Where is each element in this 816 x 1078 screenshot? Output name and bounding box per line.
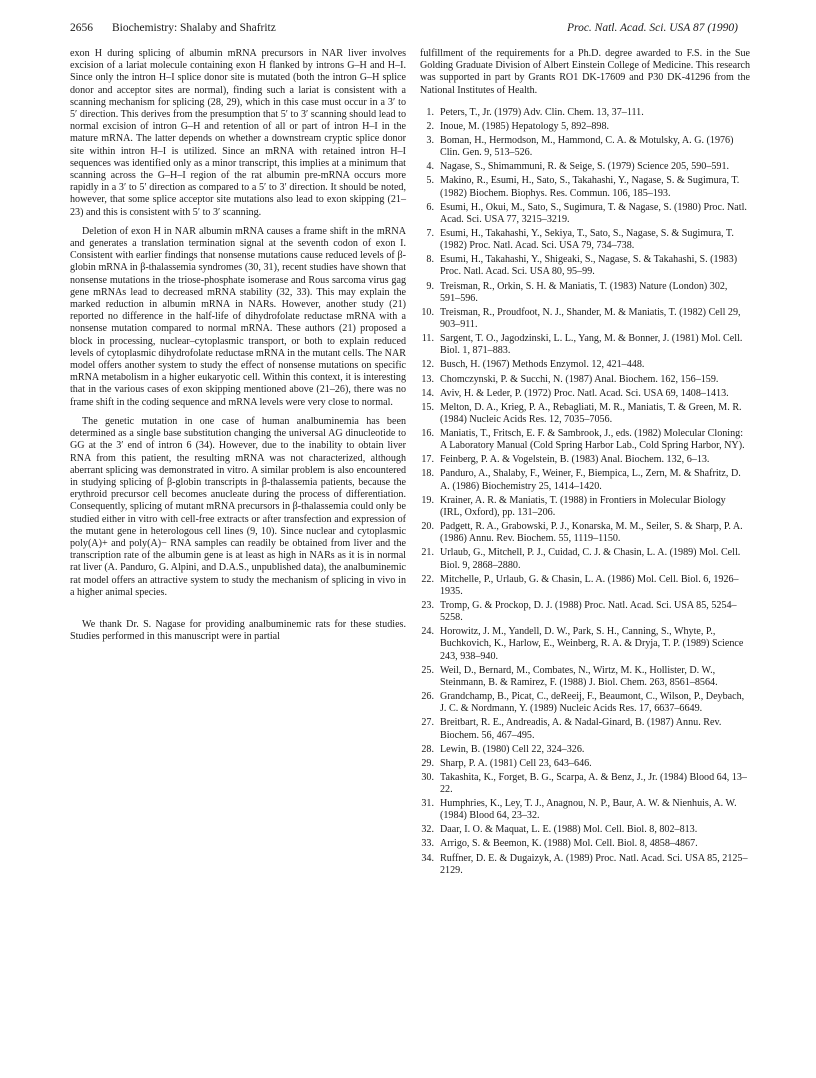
reference-item [420,333,750,357]
reference-item [420,175,750,199]
reference-number: 2. [426,120,434,132]
reference-text: Weil, D., Bernard, M., Combates, N., Wirtz, M. K., Hollister, D. W., Steinmann, B. & Ramirez, F. (1988) J. Biol. Chem. 263, 8561–8564. [440,664,718,688]
reference-item [420,744,750,756]
reference-text: Breitbart, R. E., Andreadis, A. & Nadal-Ginard, B. (1987) Annu. Rev. Biochem. 56, 467–495. [440,717,722,741]
reference-text: Humphries, K., Ley, T. J., Anagnou, N. P., Baur, A. W. & Nienhuis, A. W. (1984) Blood 64, 23–32. [440,798,737,822]
reference-number: 15. [421,401,434,413]
reference-text: Panduro, A., Shalaby, F., Weiner, F., Biempica, L., Zern, M. & Shafritz, D. A. (1986) Biochemistry 25, 1414–1420. [440,468,741,492]
reference-text: Maniatis, T., Fritsch, E. F. & Sambrook, J., eds. (1982) Molecular Cloning: A Laboratory Manual (Cold Spring Harbor Lab., Cold Spring Harbor, NY). [440,428,745,452]
reference-item [420,665,750,689]
reference-item [420,359,750,371]
reference-text: Mitchelle, P., Urlaub, G. & Chasin, L. A. (1986) Mol. Cell. Biol. 6, 1926–1935. [440,573,739,597]
body-paragraph: Deletion of exon H in NAR albumin mRNA causes a frame shift in the mRNA and generates a translation termination signal at the seventh codon of exon I. Consistent with earlier findings that nonsense mutations cause reduced levels of β-globin mRNA in β-thalassemia syndromes (30, 31), recent studies have shown that nonsense mutations in the triose-phosphate isomerase and Rous sarcoma virus gag gene mRNAs lead to decreased mRNA stability (32, 33). This may explain the marked reduction in albumin mRNA in NARs. However, another study (21) reported no difference in the half-life of dihydrofolate reductase mRNA with a nonsense mutation compared to normal mRNA. These authors (21) proposed a block in processing, nuclear–cytoplasmic transport, or both to explain reduced levels of cytoplasmic dihydrofolate reductase mRNA in the mutant cells. The NAR model offers another system to study the effect of nonsense mutations on specific mRNA metabolism in a higher eukaryotic cell. Within this context, it is interesting that in the various cases of exon skipping mentioned above (21–26), there was no frame shift in the coding sequence and mRNA levels were very close to normal. [70,225,406,408]
reference-text: Aviv, H. & Leder, P. (1972) Proc. Natl. Acad. Sci. USA 69, 1408–1413. [440,387,729,399]
reference-number: 5. [426,175,434,187]
reference-number: 27. [421,717,434,729]
reference-number: 32. [421,824,434,836]
reference-number: 10. [421,306,434,318]
reference-number: 3. [426,135,434,146]
reference-item [420,758,750,770]
reference-text: Busch, H. (1967) Methods Enzymol. 12, 421–448. [440,359,645,371]
body-paragraph: The genetic mutation in one case of human analbuminemia has been determined as a single base substitution changing the universal AG dinucleotide to GG at the 3′ end of intron 6 (34). However, due to the inability to obtain liver RNA from this patient, the resulting mRNA was not characterized, although aberrant splicing was demonstrated in vitro. A similar problem is also encountered in studying splicing of β-globin transcripts in β-thalassemia patients, because the erythroid precursor cell becomes anucleate during the process of differentiation. Consequently, splicing of mutant mRNA precursors in β-thalassemia could only be studied either in vitro with cell-free extracts or after transfection and expression of the mutant gene in heterologous cell lines (9, 10). Since nuclear and cytoplasmic poly(A)+ and poly(A)− RNA samples can readily be obtained from liver and the transcription rate of the albumin gene is at least as high in NARs as it is in normal rat liver (A. Panduro, G. Alpini, and D.A.S., unpublished data), the analbuminemic rat model offers an attractive system to study the mechanism of splicing in vivo in a higher animal species. [70,415,406,598]
reference-item [420,824,750,836]
reference-number: 6. [426,201,434,213]
reference-text: Peters, T., Jr. (1979) Adv. Clin. Chem. 13, 37–111. [440,106,644,118]
reference-item [420,626,750,663]
reference-text: Melton, D. A., Krieg, P. A., Rebagliati, M. R., Maniatis, T. & Green, M. R. (1984) Nucleic Acids Res. 12, 7035–7056. [440,401,742,425]
reference-text: Urlaub, G., Mitchell, P. J., Cuidad, C. J. & Chasin, L. A. (1989) Mol. Cell. Biol. 9, 2868–2880. [440,547,741,571]
reference-number: 28. [421,743,434,755]
reference-number: 31. [421,798,434,810]
acknowledgment: We thank Dr. S. Nagase for providing analbuminemic rats for these studies. Studies performed in this manuscript were in partial [70,618,406,643]
reference-number: 26. [421,691,434,703]
reference-number: 9. [426,280,434,292]
reference-text: Tromp, G. & Prockop, D. J. (1988) Proc. Natl. Acad. Sci. USA 85, 5254–5258. [440,599,737,624]
reference-item [420,717,750,741]
reference-text: Takashita, K., Forget, B. G., Scarpa, A. & Benz, J., Jr. (1984) Blood 64, 13–22. [440,771,747,795]
reference-text: Daar, I. O. & Maquat, L. E. (1988) Mol. Cell. Biol. 8, 802–813. [440,824,698,836]
reference-item [420,838,750,850]
reference-text: Nagase, S., Shimammuni, R. & Seige, S. (1979) Science 205, 590–591. [440,161,730,173]
reference-text: Esumi, H., Takahashi, Y., Sekiya, T., Sato, S., Nagase, S. & Sugimura, T. (1982) Proc. Natl. Acad. Sci. USA 79, 734–738. [440,227,734,252]
reference-item [420,161,750,173]
reference-item [420,521,750,545]
reference-text: Ruffner, D. E. & Dugaizyk, A. (1989) Proc. Natl. Acad. Sci. USA 85, 2125–2129. [440,852,748,876]
reference-number: 22. [421,573,434,585]
running-header [70,22,738,38]
reference-text: Krainer, A. R. & Maniatis, T. (1988) in Frontiers in Molecular Biology (IRL, Oxford), pp. 131–206. [440,494,726,518]
reference-number: 21. [421,547,434,559]
reference-text: Boman, H., Hermodson, M., Hammond, C. A. & Motulsky, A. G. (1976) Clin. Gen. 9, 513–526. [440,135,734,159]
reference-item [420,495,750,519]
reference-item [420,202,750,226]
reference-number: 4. [426,161,434,173]
reference-item [420,798,750,822]
reference-text: Horowitz, J. M., Yandell, D. W., Park, S. H., Canning, S., Whyte, P., Buchkovich, K., Harlow, E., Weinberg, R. A. & Dryja, T. P. (1989) Science 243, 938–940. [440,626,744,662]
reference-number: 18. [421,468,434,480]
reference-text: Treisman, R., Orkin, S. H. & Maniatis, T. (1983) Nature (London) 302, 591–596. [440,280,728,304]
right-column [420,48,750,879]
reference-item [420,772,750,796]
reference-item [420,853,750,877]
reference-text: Inoue, M. (1985) Hepatology 5, 892–898. [440,120,610,132]
reference-number: 25. [421,664,434,676]
reference-number: 24. [421,626,434,638]
reference-item [420,574,750,598]
reference-text: Padgett, R. A., Grabowski, P. J., Konarska, M. M., Seiler, S. & Sharp, P. A. (1986) Annu. Rev. Biochem. 55, 1119–1150. [440,521,743,545]
reference-text: Makino, R., Esumi, H., Sato, S., Takahashi, Y., Nagase, S. & Sugimura, T. (1982) Biochem. Biophys. Res. Commun. 106, 185–193. [440,175,740,199]
reference-number: 1. [426,106,434,118]
reference-item [420,281,750,305]
reference-number: 11. [421,333,434,345]
reference-item [420,468,750,492]
reference-item [420,691,750,715]
reference-item [420,374,750,386]
reference-item [420,307,750,331]
reference-item [420,107,750,119]
reference-number: 16. [421,428,434,440]
reference-item [420,135,750,159]
reference-number: 30. [421,771,434,783]
reference-item [420,402,750,426]
reference-text: Arrigo, S. & Beemon, K. (1988) Mol. Cell. Biol. 8, 4858–4867. [440,838,698,850]
reference-number: 19. [421,494,434,506]
funding-statement: fulfillment of the requirements for a Ph.D. degree awarded to F.S. in the Sue Golding Graduate Division of Albert Einstein College of Medicine. This research was supported in part by Grants RO1 DK-17609 and P30 DK-41296 from the National Institutes of Health. [420,48,750,96]
reference-text: Esumi, H., Takahashi, Y., Shigeaki, S., Nagase, S. & Takahashi, S. (1983) Proc. Natl. Acad. Sci. USA 80, 95–99. [440,254,738,278]
journal-reference: Proc. Natl. Acad. Sci. USA 87 (1990) [567,22,738,34]
reference-list [420,107,750,877]
page-number: 2656 [70,22,93,34]
reference-number: 33. [421,838,434,850]
reference-number: 7. [426,227,434,239]
reference-number: 14. [421,387,434,399]
reference-text: Lewin, B. (1980) Cell 22, 324–326. [440,743,585,755]
reference-number: 23. [421,599,434,611]
journal-section: Biochemistry: Shalaby and Shafritz [112,22,276,34]
reference-item [420,547,750,571]
reference-item [420,121,750,133]
reference-number: 29. [421,757,434,769]
body-paragraph: exon H during splicing of albumin mRNA precursors in NAR liver involves excision of a lariat molecule containing exon H flanked by introns G–H and H–I. Since only the intron H–I splice donor site is mutated (both the intron G–H splice donor and acceptor sites are normal), finding such a lariat is consistent with a scanning mechanism for splicing (28, 29), which in this case must occur in a 3′ to 5′ direction. This derives from the presumption that 5′ to 3′ scanning should lead to normal excision of intron G–H and retention of all or part of intron H–I in the mature mRNA. The latter depends on whether a downstream cryptic splice donor site within intron H–I is utilized. Since an mRNA with retained intron H–I sequences was identified only as a minor transcript, this implies at a minimum that scanning across the G–H–I region of the rat albumin pre-mRNA occurs more rapidly in a 3′ to 5′ direction as compared to a 5′ to 3′ direction. It should be noted, however, that some splice acceptor site mutations also lead to exon skipping (21–23) and this is consistent with 5′ to 3′ scanning. [70,48,406,218]
reference-item [420,254,750,278]
reference-text: Treisman, R., Proudfoot, N. J., Shander, M. & Maniatis, T. (1982) Cell 29, 903–911. [440,306,741,331]
reference-text: Esumi, H., Okui, M., Sato, S., Sugimura, T. & Nagase, S. (1980) Proc. Natl. Acad. Sci. USA 77, 3215–3219. [440,201,747,225]
reference-text: Feinberg, P. A. & Vogelstein, B. (1983) Anal. Biochem. 132, 6–13. [440,454,710,466]
reference-number: 20. [421,521,434,533]
reference-item [420,228,750,252]
reference-text: Grandchamp, B., Picat, C., deReeij, F., Beaumont, C., Wilson, P., Deybach, J. C. & Nordmann, Y. (1989) Nucleic Acids Res. 17, 6637–6649. [440,691,745,715]
reference-number: 8. [426,254,434,266]
reference-number: 13. [421,373,434,385]
reference-number: 34. [421,852,434,864]
reference-number: 12. [421,359,434,371]
reference-item [420,428,750,452]
reference-text: Chomczynski, P. & Succhi, N. (1987) Anal. Biochem. 162, 156–159. [440,373,719,385]
reference-item [420,454,750,466]
reference-text: Sharp, P. A. (1981) Cell 23, 643–646. [440,757,592,769]
reference-text: Sargent, T. O., Jagodzinski, L. L., Yang, M. & Bonner, J. (1981) Mol. Cell. Biol. 1, 871–883. [440,333,743,357]
reference-number: 17. [421,454,434,466]
reference-item [420,600,750,624]
reference-item [420,388,750,400]
left-column [70,48,406,650]
